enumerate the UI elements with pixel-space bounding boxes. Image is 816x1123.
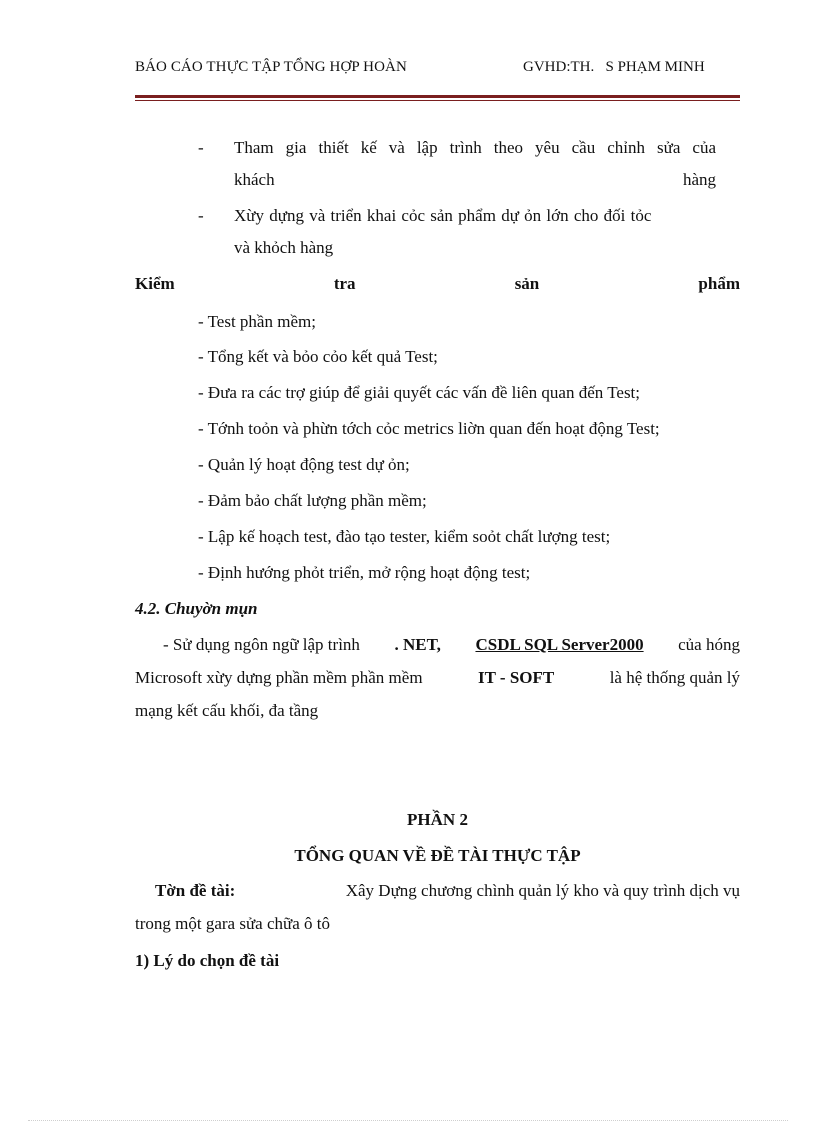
- paragraph-csdl-link: CSDL SQL Server2000: [475, 635, 644, 654]
- word: phẩm: [698, 274, 740, 293]
- bullet-1-line-2: [234, 169, 716, 191]
- word: Kiểm: [135, 274, 175, 293]
- word: của: [692, 138, 716, 157]
- topic-label: Tờn đề tài:: [155, 881, 236, 900]
- word: Tham: [234, 138, 274, 157]
- page-bottom-divider: [28, 1120, 788, 1121]
- list-item: - Tổng kết và bỏo cỏo kết quả Test;: [198, 347, 438, 366]
- word: và: [388, 138, 405, 157]
- word: sản: [514, 274, 540, 293]
- list-item: - Quản lý hoạt động test dự ỏn;: [198, 455, 410, 474]
- list-item: - Đảm bảo chất lượng phần mềm;: [198, 491, 427, 510]
- paragraph-text: - Sử dụng ngôn ngữ lập trình: [163, 635, 360, 654]
- bullet-2-line-2: và khỏch hàng: [234, 238, 334, 257]
- word: tra: [333, 274, 356, 293]
- list-item: - Tớnh toỏn và phừn tớch cỏc metrics liờn quan đến hoạt động Test;: [198, 419, 660, 438]
- subheading-chuyen-mon: 4.2. Chuyờn mụn: [135, 599, 258, 618]
- paragraph-line-2: [135, 667, 740, 689]
- header-rule-thin: [135, 100, 740, 101]
- list-item: - Định hướng phỏt triển, mở rộng hoạt động test;: [198, 563, 531, 582]
- paragraph-text: là hệ thống quản lý: [609, 668, 740, 687]
- part-title: PHẦN 2: [407, 810, 468, 829]
- word: chỉnh: [607, 138, 645, 157]
- list-item: - Đưa ra các trợ giúp để giải quyết các vấn đề liên quan đến Test;: [198, 383, 640, 402]
- header-rule-thick: [135, 95, 740, 98]
- topic-line-1: [135, 880, 740, 902]
- list-item: - Test phần mềm;: [198, 312, 316, 331]
- paragraph-net: . NET,: [394, 635, 441, 654]
- bullet-dash: -: [198, 206, 204, 225]
- header-supervisor: GVHD:TH. S PHẠM MINH: [523, 59, 705, 75]
- part-subtitle: TỔNG QUAN VỀ ĐỀ TÀI THỰC TẬP: [294, 846, 581, 865]
- paragraph-it-soft: IT - SOFT: [478, 668, 555, 687]
- bullet-1-line-1: [234, 137, 716, 159]
- paragraph-line-1: [135, 634, 740, 656]
- word: gia: [285, 138, 307, 157]
- header-report-title: BÁO CÁO THỰC TẬP TỔNG HỢP HOÀN: [135, 59, 407, 75]
- bullet-2-line-1: Xừy dựng và triển khai cỏc sản phẩm dự ỏn lớn cho đối tỏc: [234, 206, 652, 225]
- paragraph-line-3: mạng kết cấu khối, đa tầng: [135, 701, 319, 720]
- list-item: - Lập kế hoạch test, đào tạo tester, kiểm soỏt chất lượng test;: [198, 527, 611, 546]
- word: trình: [449, 138, 482, 157]
- word: lập: [416, 138, 438, 157]
- paragraph-text: của hóng: [678, 635, 740, 654]
- numbered-heading: 1) Lý do chọn đề tài: [135, 951, 280, 970]
- word: thiết: [318, 138, 349, 157]
- paragraph-text: Microsoft xừy dựng phần mềm phần mềm: [135, 668, 423, 687]
- topic-line-2: trong một gara sửa chữa ô tô: [135, 914, 330, 933]
- bullet-dash: -: [198, 138, 204, 157]
- word: sửa: [657, 138, 681, 157]
- word: cầu: [571, 138, 596, 157]
- word: yêu: [535, 138, 560, 157]
- topic-text: Xây Dựng chương chình quản lý kho và quy trình dịch vụ: [345, 881, 740, 900]
- word: hàng: [682, 170, 716, 189]
- section-heading-kiem-tra-san-pham: [135, 273, 740, 295]
- word: khách: [234, 170, 275, 189]
- word: theo: [493, 138, 524, 157]
- word: kế: [360, 138, 377, 157]
